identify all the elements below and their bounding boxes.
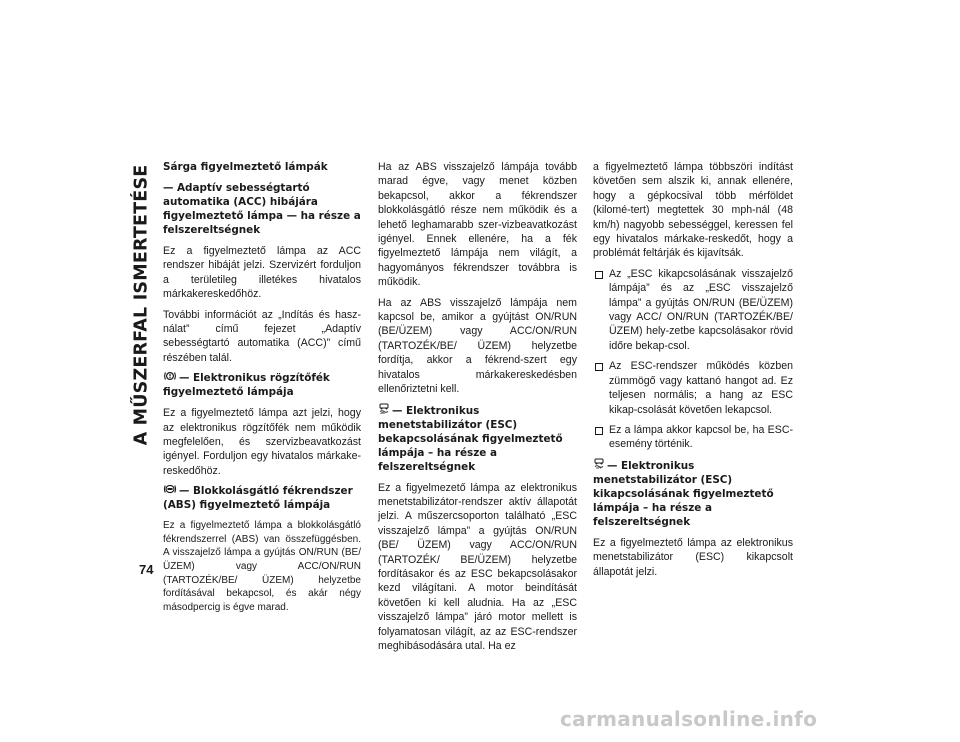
watermark: carmanualsonline.info xyxy=(560,707,818,731)
abs-icon xyxy=(163,484,177,498)
brake-warning-icon xyxy=(163,371,177,385)
esc-off-heading: — Elektronikus menetstabilizátor (ESC) kikapcsolásának figyelmeztető lámpája – ha része a felszereltségnek xyxy=(593,459,774,528)
skidding-car-icon xyxy=(378,403,390,418)
epb-paragraph: Ez a figyelmeztető lámpa azt jelzi, hogy az elektronikus rögzítőfék nem működik megfelelően, és szervizbeavatkozást igényel. Forduljon egy hivatalos márkake-reskedőhöz. xyxy=(163,407,361,477)
checkbox-bullet-icon xyxy=(595,271,603,279)
column-2 xyxy=(378,160,577,659)
list-item-text: Ez a lámpa akkor kapcsol be, ha ESC-esemény történik. xyxy=(609,423,793,451)
list-item xyxy=(593,359,793,417)
list-item-text: Az „ESC kikapcsolásának visszajelző lámpája” és az „ESC visszajelző lámpa” a gyújtás ON/RUN (BE/ÜZEM) vagy ACC/ ON/RUN (TARTOZÉK/BE/ÜZEM) hely-zetbe kapcsolásakor rövid időre bekap-csol. xyxy=(609,267,793,352)
chapter-title-text: A MŰSZERFAL ISMERTETÉSE xyxy=(131,164,151,446)
abs-heading: — Blokkolásgátló fékrendszer (ABS) figyelmeztető lámpája xyxy=(163,485,353,512)
abs-paragraph-3: Ha az ABS visszajelző lámpája nem kapcsol be, amikor a gyújtást ON/RUN (BE/ÜZEM) vagy ACC/ON/RUN (TARTOZÉK/BE/ ÜZEM) helyzetbe fordítja, akkor a fékrend-szert egy hivatalos márkakereskedésben ellenőriztetni kell. xyxy=(378,296,577,396)
acc-heading: — Adaptív sebességtartó automatika (ACC) hibájára figyelmeztető lámpa — ha része a felszereltségnek xyxy=(163,182,361,236)
epb-heading-block xyxy=(163,371,361,399)
acc-paragraph-1: Ez a figyelmeztető lámpa az ACC rendszer hibáját jelzi. Szervizért forduljon a területileg illetékes hivatalos márkakereskedőhöz. xyxy=(163,245,361,301)
column-3 xyxy=(593,160,793,585)
esc-bullet-list xyxy=(593,267,793,452)
list-item-text: Az ESC-rendszer működés közben zümmögő vagy kattanó hangot ad. Ez teljesen normális; a hang az ESC kikap-csolását követően lekapcsol. xyxy=(609,360,793,416)
esc-heading: — Elektronikus menetstabilizátor (ESC) bekapcsolásának figyelmeztető lámpája – ha része a felszereltségnek xyxy=(378,404,563,473)
side-chapter-title xyxy=(126,160,156,450)
column-1 xyxy=(163,160,361,620)
esc-heading-block xyxy=(378,403,577,474)
acc-paragraph-2: További információt az „Indítás és hasz-nálat” című fejezet „Adaptív sebességtartó automatika (ACC)” című részében talál. xyxy=(163,308,361,364)
esc-off-heading-block xyxy=(593,458,793,529)
list-item xyxy=(593,423,793,452)
esc-off-icon xyxy=(593,458,605,473)
esc-off-paragraph: Ez a figyelmeztető lámpa az elektronikus menetstabilizátor (ESC) kikapcsolt állapotát jelzi. xyxy=(593,536,793,578)
svg-text:OFF: OFF xyxy=(596,465,602,469)
epb-heading: — Elektronikus rögzítőfék figyelmeztető lámpája xyxy=(163,372,330,399)
list-item xyxy=(593,267,793,353)
abs-heading-block xyxy=(163,484,361,512)
section-title: Sárga figyelmeztető lámpák xyxy=(163,161,328,173)
abs-paragraph: Ez a figyelmeztető lámpa a blokkolásgátló fékrendszerrel (ABS) van összefüggésben. A visszajelző lámpa a gyújtás ON/RUN (BE/ ÜZEM) vagy ACC/ON/RUN (TARTOZÉK/BE/ ÜZEM) helyzetbe fordításával bekapcsol, és akár négy másodpercig is égve marad. xyxy=(163,520,361,613)
checkbox-bullet-icon xyxy=(595,427,603,435)
esc-paragraph-continued: a figyelmeztető lámpa többszöri indítást követően sem alszik ki, annak ellenére, hogy a gépkocsival több mérföldet (kilomé-tert) megtettek 30 mph-nál (48 km/h) nagyobb sebességgel, keressen fel egy hivatalos márkake-reskedőt, hogy a problémát feltárják és kijavítsák. xyxy=(593,161,793,260)
page-number: 74 xyxy=(139,562,154,577)
checkbox-bullet-icon xyxy=(595,363,603,371)
esc-paragraph: Ez a figyelmezető lámpa az elektronikus menetstabilizátor-rendszer aktív állapotát jelzi. A műszercsoporton található „ESC visszajelző lámpa” a gyújtás ON/RUN (BE/ ÜZEM) vagy ACC/ON/RUN (TARTOZÉK/ BE/ÜZEM) helyzetbe fordításakor és az ESC bekapcsolásakor kezd világítani. A motor beindítását követően ki kell aludnia. Ha az „ESC visszajelző lámpa” járó motor mellett is folyamatosan világít, az az ESC-rendszer meghibásodására utal. Ha ez xyxy=(378,481,577,652)
abs-paragraph-2: Ha az ABS visszajelző lámpája tovább marad égve, vagy menet közben bekapcsol, akkor a fékrendszer blokkolásgátló része nem működik és a lehető leghamarabb szer-vizbeavatkozást igényel. Ennek ellenére, ha a fék figyelmeztető lámpája nem világít, a hagyományos fékrendszer továbbra is működik. xyxy=(378,161,577,289)
